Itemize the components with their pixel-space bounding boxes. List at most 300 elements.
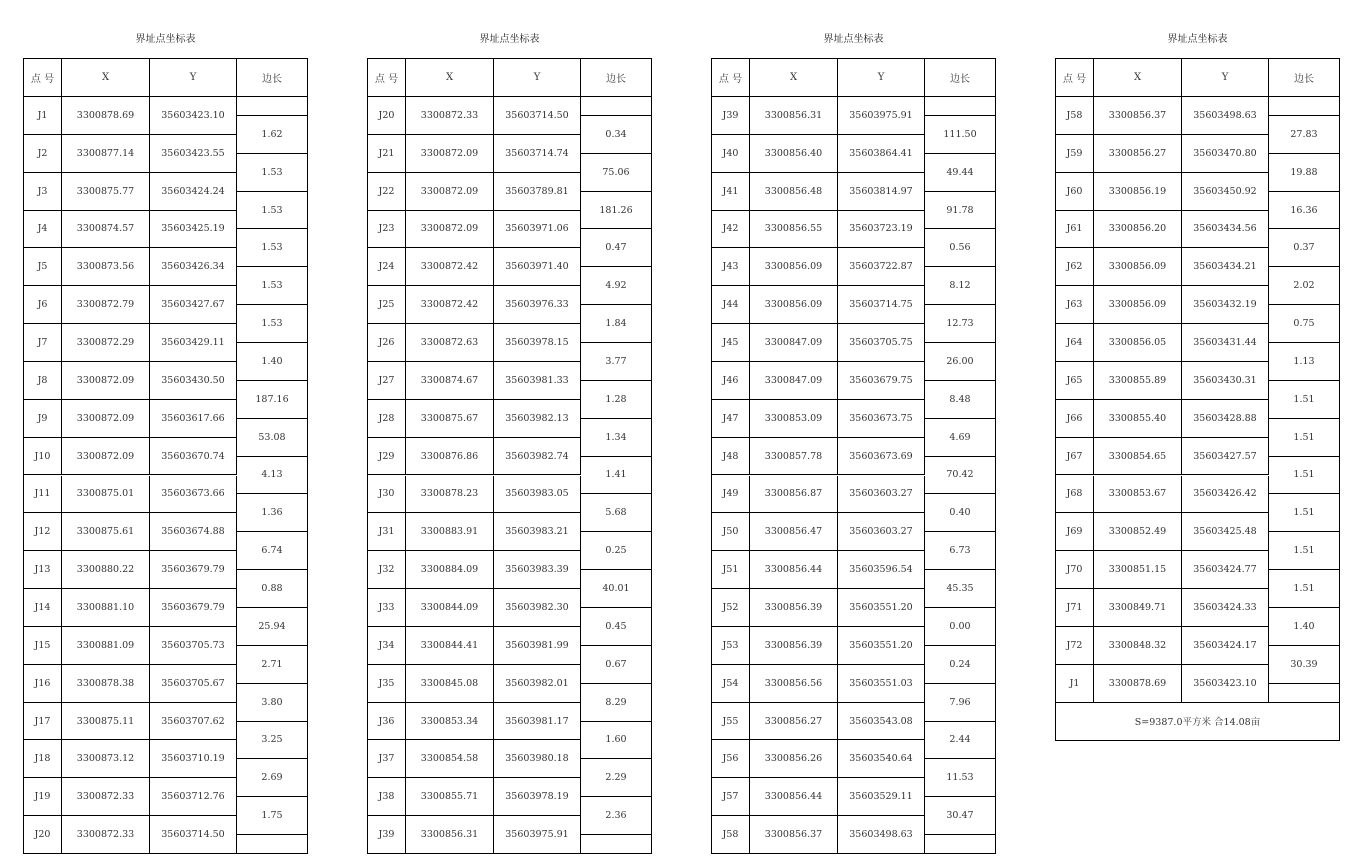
cell-point: J8 <box>24 362 62 400</box>
cell-y: 35603431.44 <box>1182 324 1269 362</box>
cell-x: 3300876.86 <box>406 438 494 476</box>
cell-x: 3300856.19 <box>1094 173 1182 211</box>
cell-x: 3300872.09 <box>62 438 150 476</box>
cell-length-blank <box>581 835 652 854</box>
cell-y: 35603982.74 <box>494 438 581 476</box>
cell-length: 0.47 <box>581 229 652 267</box>
cell-length: 0.75 <box>1269 305 1340 343</box>
cell-x: 3300880.22 <box>62 551 150 589</box>
cell-y: 35603975.91 <box>838 97 925 135</box>
area-summary: S=9387.0平方米 合14.08亩 <box>1056 703 1340 741</box>
cell-y: 35603434.21 <box>1182 248 1269 286</box>
cell-length: 5.68 <box>581 494 652 532</box>
header-y: Y <box>838 59 925 97</box>
cell-y: 35603679.75 <box>838 362 925 400</box>
cell-y: 35603714.50 <box>494 97 581 135</box>
cell-y: 35603498.63 <box>838 816 925 854</box>
cell-length: 1.51 <box>1269 570 1340 608</box>
cell-x: 3300872.09 <box>62 362 150 400</box>
cell-length-blank <box>1269 97 1340 116</box>
cell-point: J27 <box>368 362 406 400</box>
cell-length: 1.51 <box>1269 457 1340 495</box>
cell-y: 35603982.30 <box>494 589 581 627</box>
cell-point: J40 <box>712 135 750 173</box>
cell-x: 3300856.09 <box>1094 248 1182 286</box>
header-point: 点 号 <box>368 59 406 97</box>
cell-y: 35603529.11 <box>838 778 925 816</box>
cell-x: 3300856.44 <box>750 551 838 589</box>
cell-length: 1.51 <box>1269 532 1340 570</box>
cell-y: 35603427.57 <box>1182 438 1269 476</box>
cell-point: J67 <box>1056 438 1094 476</box>
cell-point: J63 <box>1056 286 1094 324</box>
cell-point: J49 <box>712 476 750 514</box>
cell-point: J31 <box>368 513 406 551</box>
cell-length: 0.88 <box>237 570 308 608</box>
cell-point: J32 <box>368 551 406 589</box>
cell-point: J70 <box>1056 551 1094 589</box>
cell-length: 8.12 <box>925 267 996 305</box>
cell-length: 2.36 <box>581 797 652 835</box>
cell-x: 3300878.69 <box>1094 665 1182 703</box>
cell-point: J16 <box>24 665 62 703</box>
cell-x: 3300852.49 <box>1094 513 1182 551</box>
cell-x: 3300856.39 <box>750 589 838 627</box>
cell-x: 3300855.71 <box>406 778 494 816</box>
header-length: 边长 <box>1269 59 1340 97</box>
cell-point: J36 <box>368 703 406 741</box>
cell-x: 3300856.26 <box>750 740 838 778</box>
cell-y: 35603432.19 <box>1182 286 1269 324</box>
cell-point: J5 <box>24 248 62 286</box>
cell-length: 6.74 <box>237 532 308 570</box>
cell-point: J4 <box>24 211 62 249</box>
cell-point: J66 <box>1056 400 1094 438</box>
cell-y: 35603714.75 <box>838 286 925 324</box>
cell-y: 35603982.13 <box>494 400 581 438</box>
cell-x: 3300874.67 <box>406 362 494 400</box>
cell-y: 35603673.66 <box>150 476 237 514</box>
cell-y: 35603426.42 <box>1182 476 1269 514</box>
cell-length: 4.92 <box>581 267 652 305</box>
table-title: 界址点坐标表 <box>823 34 884 45</box>
cell-length: 26.00 <box>925 343 996 381</box>
cell-x: 3300856.27 <box>750 703 838 741</box>
cell-y: 35603976.33 <box>494 286 581 324</box>
cell-y: 35603705.75 <box>838 324 925 362</box>
cell-x: 3300881.09 <box>62 627 150 665</box>
cell-y: 35603430.50 <box>150 362 237 400</box>
header-length: 边长 <box>237 59 308 97</box>
cell-length: 1.53 <box>237 267 308 305</box>
cell-x: 3300881.10 <box>62 589 150 627</box>
cell-x: 3300847.09 <box>750 324 838 362</box>
cell-x: 3300857.78 <box>750 438 838 476</box>
cell-y: 35603540.64 <box>838 740 925 778</box>
cell-y: 35603450.92 <box>1182 173 1269 211</box>
cell-point: J60 <box>1056 173 1094 211</box>
cell-point: J43 <box>712 248 750 286</box>
cell-y: 35603714.74 <box>494 135 581 173</box>
cell-point: J20 <box>368 97 406 135</box>
cell-x: 3300856.31 <box>406 816 494 854</box>
cell-length: 1.36 <box>237 494 308 532</box>
cell-point: J1 <box>24 97 62 135</box>
cell-length: 8.48 <box>925 381 996 419</box>
cell-point: J13 <box>24 551 62 589</box>
cell-x: 3300851.15 <box>1094 551 1182 589</box>
cell-y: 35603673.75 <box>838 400 925 438</box>
cell-point: J61 <box>1056 211 1094 249</box>
cell-x: 3300856.09 <box>750 248 838 286</box>
cell-length: 111.50 <box>925 116 996 154</box>
cell-length: 1.84 <box>581 305 652 343</box>
cell-length-blank <box>581 97 652 116</box>
cell-length: 0.34 <box>581 116 652 154</box>
cell-length: 1.53 <box>237 154 308 192</box>
cell-length: 181.26 <box>581 192 652 230</box>
cell-length-blank <box>1269 684 1340 703</box>
cell-point: J9 <box>24 400 62 438</box>
cell-length: 4.13 <box>237 457 308 495</box>
cell-point: J30 <box>368 476 406 514</box>
cell-length: 45.35 <box>925 570 996 608</box>
cell-point: J69 <box>1056 513 1094 551</box>
cell-length: 0.67 <box>581 646 652 684</box>
cell-x: 3300875.11 <box>62 703 150 741</box>
cell-point: J48 <box>712 438 750 476</box>
cell-length: 53.08 <box>237 419 308 457</box>
cell-length: 70.42 <box>925 457 996 495</box>
cell-length: 0.00 <box>925 608 996 646</box>
cell-x: 3300856.55 <box>750 211 838 249</box>
coordinate-table <box>1055 58 1340 741</box>
cell-point: J55 <box>712 703 750 741</box>
cell-length: 1.51 <box>1269 419 1340 457</box>
cell-x: 3300848.32 <box>1094 627 1182 665</box>
cell-y: 35603971.06 <box>494 211 581 249</box>
cell-y: 35603426.34 <box>150 248 237 286</box>
cell-length: 0.37 <box>1269 229 1340 267</box>
cell-length: 8.29 <box>581 684 652 722</box>
cell-length: 16.36 <box>1269 192 1340 230</box>
cell-y: 35603971.40 <box>494 248 581 286</box>
cell-point: J7 <box>24 324 62 362</box>
cell-x: 3300854.65 <box>1094 438 1182 476</box>
cell-point: J57 <box>712 778 750 816</box>
cell-length: 2.44 <box>925 722 996 760</box>
cell-length: 19.88 <box>1269 154 1340 192</box>
header-x: X <box>62 59 150 97</box>
cell-y: 35603424.33 <box>1182 589 1269 627</box>
cell-point: J3 <box>24 173 62 211</box>
cell-y: 35603723.19 <box>838 211 925 249</box>
cell-y: 35603434.56 <box>1182 211 1269 249</box>
cell-y: 35603670.74 <box>150 438 237 476</box>
cell-point: J39 <box>368 816 406 854</box>
cell-length: 40.01 <box>581 570 652 608</box>
cell-length: 6.73 <box>925 532 996 570</box>
cell-x: 3300856.27 <box>1094 135 1182 173</box>
table-title: 界址点坐标表 <box>135 34 196 45</box>
cell-y: 35603423.10 <box>1182 665 1269 703</box>
cell-y: 35603603.27 <box>838 513 925 551</box>
cell-length: 1.75 <box>237 797 308 835</box>
cell-point: J52 <box>712 589 750 627</box>
cell-x: 3300856.48 <box>750 173 838 211</box>
cell-length: 2.02 <box>1269 267 1340 305</box>
cell-x: 3300872.09 <box>406 211 494 249</box>
header-length: 边长 <box>581 59 652 97</box>
cell-y: 35603425.19 <box>150 211 237 249</box>
cell-y: 35603789.81 <box>494 173 581 211</box>
cell-y: 35603673.69 <box>838 438 925 476</box>
cell-length: 1.60 <box>581 722 652 760</box>
cell-length: 25.94 <box>237 608 308 646</box>
cell-x: 3300872.09 <box>406 173 494 211</box>
cell-y: 35603983.21 <box>494 513 581 551</box>
cell-length: 75.06 <box>581 154 652 192</box>
cell-y: 35603543.08 <box>838 703 925 741</box>
cell-point: J42 <box>712 211 750 249</box>
cell-x: 3300878.69 <box>62 97 150 135</box>
cell-length: 187.16 <box>237 381 308 419</box>
cell-y: 35603864.41 <box>838 135 925 173</box>
cell-y: 35603710.19 <box>150 740 237 778</box>
cell-y: 35603978.19 <box>494 778 581 816</box>
cell-length: 30.47 <box>925 797 996 835</box>
cell-point: J23 <box>368 211 406 249</box>
cell-y: 35603429.11 <box>150 324 237 362</box>
cell-length: 0.24 <box>925 646 996 684</box>
cell-point: J1 <box>1056 665 1094 703</box>
cell-point: J17 <box>24 703 62 741</box>
cell-point: J58 <box>712 816 750 854</box>
cell-point: J64 <box>1056 324 1094 362</box>
cell-x: 3300856.05 <box>1094 324 1182 362</box>
cell-length: 27.83 <box>1269 116 1340 154</box>
cell-y: 35603617.66 <box>150 400 237 438</box>
cell-length: 1.34 <box>581 419 652 457</box>
cell-point: J44 <box>712 286 750 324</box>
cell-y: 35603679.79 <box>150 551 237 589</box>
cell-point: J58 <box>1056 97 1094 135</box>
cell-point: J22 <box>368 173 406 211</box>
cell-point: J2 <box>24 135 62 173</box>
cell-y: 35603674.88 <box>150 513 237 551</box>
cell-y: 35603712.76 <box>150 778 237 816</box>
cell-x: 3300845.08 <box>406 665 494 703</box>
cell-y: 35603424.24 <box>150 173 237 211</box>
cell-length: 1.40 <box>237 343 308 381</box>
cell-x: 3300855.89 <box>1094 362 1182 400</box>
cell-y: 35603722.87 <box>838 248 925 286</box>
cell-point: J15 <box>24 627 62 665</box>
cell-point: J37 <box>368 740 406 778</box>
cell-length: 2.29 <box>581 759 652 797</box>
cell-point: J11 <box>24 476 62 514</box>
coordinate-table <box>711 58 996 854</box>
cell-x: 3300872.42 <box>406 286 494 324</box>
cell-y: 35603424.77 <box>1182 551 1269 589</box>
cell-x: 3300853.34 <box>406 703 494 741</box>
cell-y: 35603705.67 <box>150 665 237 703</box>
cell-point: J34 <box>368 627 406 665</box>
cell-y: 35603982.01 <box>494 665 581 703</box>
cell-x: 3300872.33 <box>62 816 150 854</box>
cell-length: 1.51 <box>1269 494 1340 532</box>
cell-y: 35603498.63 <box>1182 97 1269 135</box>
cell-length: 0.40 <box>925 494 996 532</box>
cell-x: 3300849.71 <box>1094 589 1182 627</box>
cell-x: 3300875.67 <box>406 400 494 438</box>
cell-x: 3300855.40 <box>1094 400 1182 438</box>
cell-x: 3300875.77 <box>62 173 150 211</box>
cell-point: J65 <box>1056 362 1094 400</box>
cell-point: J29 <box>368 438 406 476</box>
cell-point: J26 <box>368 324 406 362</box>
cell-y: 35603707.62 <box>150 703 237 741</box>
cell-length-blank <box>237 835 308 854</box>
cell-y: 35603551.20 <box>838 589 925 627</box>
cell-point: J62 <box>1056 248 1094 286</box>
cell-length: 11.53 <box>925 759 996 797</box>
cell-y: 35603551.03 <box>838 665 925 703</box>
cell-length: 1.53 <box>237 229 308 267</box>
cell-point: J54 <box>712 665 750 703</box>
cell-x: 3300847.09 <box>750 362 838 400</box>
cell-x: 3300883.91 <box>406 513 494 551</box>
cell-x: 3300878.23 <box>406 476 494 514</box>
cell-point: J53 <box>712 627 750 665</box>
cell-point: J41 <box>712 173 750 211</box>
cell-point: J35 <box>368 665 406 703</box>
cell-x: 3300872.42 <box>406 248 494 286</box>
cell-x: 3300872.63 <box>406 324 494 362</box>
cell-y: 35603980.18 <box>494 740 581 778</box>
table-title: 界址点坐标表 <box>1167 34 1228 45</box>
cell-point: J59 <box>1056 135 1094 173</box>
cell-y: 35603981.17 <box>494 703 581 741</box>
header-y: Y <box>150 59 237 97</box>
cell-point: J46 <box>712 362 750 400</box>
cell-length: 0.56 <box>925 229 996 267</box>
cell-point: J45 <box>712 324 750 362</box>
cell-length: 1.40 <box>1269 608 1340 646</box>
header-point: 点 号 <box>1056 59 1094 97</box>
cell-y: 35603470.80 <box>1182 135 1269 173</box>
cell-x: 3300875.01 <box>62 476 150 514</box>
cell-length: 0.45 <box>581 608 652 646</box>
cell-x: 3300856.39 <box>750 627 838 665</box>
cell-length: 12.73 <box>925 305 996 343</box>
cell-length: 1.51 <box>1269 381 1340 419</box>
cell-point: J39 <box>712 97 750 135</box>
cell-length: 1.28 <box>581 381 652 419</box>
cell-x: 3300872.33 <box>62 778 150 816</box>
cell-length: 1.41 <box>581 457 652 495</box>
cell-y: 35603981.33 <box>494 362 581 400</box>
cell-x: 3300873.56 <box>62 248 150 286</box>
cell-x: 3300872.09 <box>406 135 494 173</box>
cell-x: 3300877.14 <box>62 135 150 173</box>
cell-point: J6 <box>24 286 62 324</box>
cell-point: J68 <box>1056 476 1094 514</box>
cell-y: 35603425.48 <box>1182 513 1269 551</box>
cell-x: 3300856.40 <box>750 135 838 173</box>
cell-y: 35603428.88 <box>1182 400 1269 438</box>
cell-point: J10 <box>24 438 62 476</box>
cell-point: J19 <box>24 778 62 816</box>
cell-x: 3300856.56 <box>750 665 838 703</box>
header-point: 点 号 <box>24 59 62 97</box>
cell-x: 3300856.87 <box>750 476 838 514</box>
table-title: 界址点坐标表 <box>479 34 540 45</box>
cell-length: 4.69 <box>925 419 996 457</box>
cell-point: J12 <box>24 513 62 551</box>
cell-point: J21 <box>368 135 406 173</box>
cell-point: J38 <box>368 778 406 816</box>
cell-x: 3300853.67 <box>1094 476 1182 514</box>
cell-length: 1.13 <box>1269 343 1340 381</box>
cell-x: 3300856.44 <box>750 778 838 816</box>
cell-point: J33 <box>368 589 406 627</box>
cell-length: 49.44 <box>925 154 996 192</box>
cell-y: 35603981.99 <box>494 627 581 665</box>
cell-point: J72 <box>1056 627 1094 665</box>
cell-point: J56 <box>712 740 750 778</box>
cell-x: 3300884.09 <box>406 551 494 589</box>
cell-length-blank <box>925 835 996 854</box>
cell-x: 3300872.79 <box>62 286 150 324</box>
header-point: 点 号 <box>712 59 750 97</box>
header-length: 边长 <box>925 59 996 97</box>
cell-length-blank <box>237 97 308 116</box>
cell-y: 35603427.67 <box>150 286 237 324</box>
cell-x: 3300844.41 <box>406 627 494 665</box>
cell-x: 3300878.38 <box>62 665 150 703</box>
cell-point: J24 <box>368 248 406 286</box>
cell-length: 91.78 <box>925 192 996 230</box>
cell-length: 0.25 <box>581 532 652 570</box>
cell-length-blank <box>925 97 996 116</box>
cell-y: 35603424.17 <box>1182 627 1269 665</box>
cell-x: 3300854.58 <box>406 740 494 778</box>
cell-length: 30.39 <box>1269 646 1340 684</box>
cell-point: J18 <box>24 740 62 778</box>
header-y: Y <box>494 59 581 97</box>
cell-x: 3300872.09 <box>62 400 150 438</box>
cell-x: 3300856.09 <box>1094 286 1182 324</box>
cell-y: 35603983.05 <box>494 476 581 514</box>
cell-y: 35603423.55 <box>150 135 237 173</box>
cell-x: 3300872.29 <box>62 324 150 362</box>
cell-length: 1.53 <box>237 192 308 230</box>
cell-x: 3300853.09 <box>750 400 838 438</box>
cell-y: 35603978.15 <box>494 324 581 362</box>
cell-point: J51 <box>712 551 750 589</box>
cell-length: 3.77 <box>581 343 652 381</box>
cell-y: 35603596.54 <box>838 551 925 589</box>
cell-x: 3300856.37 <box>750 816 838 854</box>
cell-x: 3300874.57 <box>62 211 150 249</box>
cell-x: 3300872.33 <box>406 97 494 135</box>
header-y: Y <box>1182 59 1269 97</box>
cell-x: 3300844.09 <box>406 589 494 627</box>
cell-y: 35603423.10 <box>150 97 237 135</box>
cell-length: 3.25 <box>237 722 308 760</box>
cell-point: J47 <box>712 400 750 438</box>
